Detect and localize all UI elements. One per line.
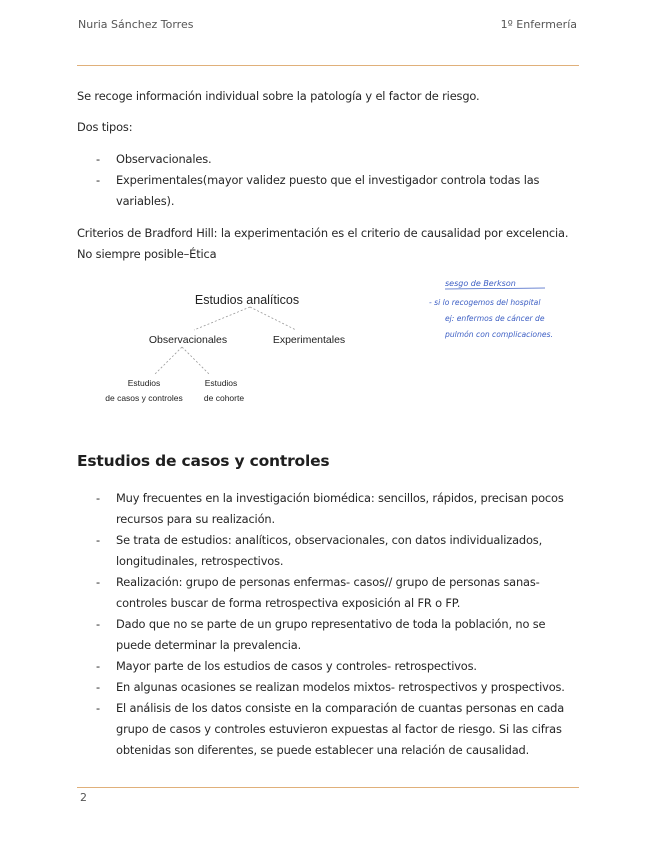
list-item (77, 530, 579, 572)
diagram-root: Estudios analíticos (194, 293, 300, 307)
list-item-text: Muy frecuentes en la investigación biomédica: sencillos, rápidos, precisan pocos recursos para su realización. (116, 491, 564, 526)
list-item (77, 698, 579, 761)
list-item (77, 572, 579, 614)
list-item-text: Experimentales(mayor validez puesto que el investigador controla todas las variables). (116, 173, 540, 208)
bullet-dash: - (96, 152, 100, 166)
intro-paragraph: Se recoge información individual sobre la patología y el factor de riesgo. (77, 89, 480, 103)
header-rule (77, 65, 579, 66)
list-item-text: Mayor parte de los estudios de casos y controles- retrospectivos. (116, 659, 477, 673)
list-item-text: Dado que no se parte de un grupo representativo de toda la población, no se puede determinar la prevalencia. (116, 617, 546, 652)
section-title: Estudios de casos y controles (77, 452, 330, 470)
studies-diagram (90, 285, 390, 425)
bradford-hill-paragraph: Criterios de Bradford Hill: la experimentación es el criterio de causalidad por excelencia. No siempre posible–Ética (77, 226, 569, 261)
connector-root-experimental (250, 307, 296, 330)
note-line-3: pulmón con complicaciones. (445, 330, 553, 339)
types-list (77, 149, 579, 212)
list-item-text: En algunas ocasiones se realizan modelos mixtos- retrospectivos y prospectivos. (116, 680, 565, 694)
header-author: Nuria Sánchez Torres (78, 18, 194, 31)
list-item (77, 149, 579, 170)
list-item-text: Observacionales. (116, 152, 212, 166)
footer-rule (77, 787, 579, 788)
types-label: Dos tipos: (77, 120, 133, 134)
diagram-case-control-1: Estudios (127, 378, 161, 388)
page-number: 2 (80, 791, 87, 804)
list-item-text: Realización: grupo de personas enfermas- casos// grupo de personas sanas-controles buscar de forma retrospectiva exposición al FR o FP. (116, 575, 540, 610)
list-item (77, 614, 579, 656)
list-item (77, 677, 579, 698)
bullet-dash: - (96, 575, 100, 589)
connector-observational-casecontrol (154, 347, 182, 375)
list-item (77, 488, 579, 530)
connector-observational-cohort (182, 347, 210, 375)
bullet-dash: - (96, 617, 100, 631)
section-bullets (77, 488, 579, 761)
note-line-2: ej: enfermos de cáncer de (445, 314, 545, 323)
diagram-cohort-1: Estudios (204, 378, 238, 388)
note-title: sesgo de Berkson (445, 279, 516, 288)
list-item (77, 656, 579, 677)
diagram-experimental: Experimentales (272, 334, 346, 346)
handwritten-note (425, 272, 620, 347)
bullet-dash: - (96, 701, 100, 715)
list-item-text: Se trata de estudios: analíticos, observacionales, con datos individualizados, longitudinales, retrospectivos. (116, 533, 543, 568)
diagram-cohort-2: de cohorte (203, 393, 245, 403)
diagram-observational: Observacionales (148, 334, 228, 346)
bullet-dash: - (96, 173, 100, 187)
header-course: 1º Enfermería (500, 18, 577, 31)
bullet-dash: - (96, 659, 100, 673)
list-item (77, 170, 579, 212)
diagram-case-control-2: de casos y controles (105, 393, 183, 403)
note-title-underline (445, 288, 545, 289)
note-line-1: - si lo recogemos del hospital (429, 298, 541, 307)
list-item-text: El análisis de los datos consiste en la comparación de cuantas personas en cada grupo de casos y controles estuvieron expuestas al factor de riesgo. Si las cifras obtenidas son diferentes, se puede establecer una relación de causalidad. (116, 701, 565, 757)
connector-root-observational (194, 307, 250, 330)
bullet-dash: - (96, 491, 100, 505)
bullet-dash: - (96, 680, 100, 694)
bullet-dash: - (96, 533, 100, 547)
